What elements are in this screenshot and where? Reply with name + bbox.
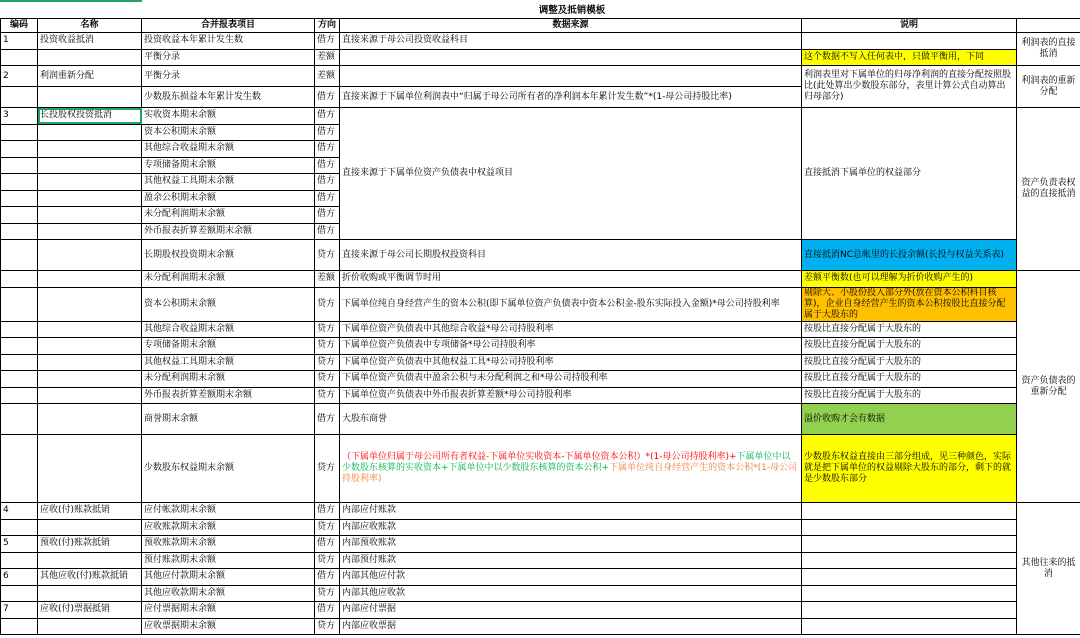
cell-note[interactable] bbox=[802, 33, 1017, 50]
cell-note[interactable]: 剔除大、小股份投入部分外(放在资本公积科目核算)，企业自身经营产生的资本公积按股比直接分配属于大股东的 bbox=[802, 287, 1017, 321]
header-direction[interactable]: 方向 bbox=[315, 19, 340, 33]
cell-source-equity[interactable]: 直接来源于下属单位资产负债表中权益项目 bbox=[340, 108, 802, 240]
cell-source[interactable]: 直接来源于母公司长期股权投资科目 bbox=[340, 240, 802, 271]
cell-name[interactable] bbox=[38, 240, 142, 271]
cell-source-minority[interactable] bbox=[340, 435, 802, 503]
cell-item[interactable]: 商誉期末余额 bbox=[142, 404, 315, 435]
cell-source[interactable]: 折价收购或平衡调节时用 bbox=[340, 271, 802, 288]
cell-source[interactable]: 直接来源于母公司投资收益科目 bbox=[340, 33, 802, 50]
cell-direction[interactable]: 借方 bbox=[315, 569, 340, 586]
cell-note[interactable]: 这个数据不写入任何表中，只做平衡用，下同 bbox=[802, 49, 1017, 66]
cell-name[interactable] bbox=[38, 223, 142, 240]
cell-direction[interactable]: 贷方 bbox=[315, 435, 340, 503]
table-row bbox=[1, 503, 1080, 520]
cell-direction[interactable]: 差额 bbox=[315, 49, 340, 66]
cell-name[interactable] bbox=[38, 338, 142, 355]
header-row bbox=[1, 19, 1080, 33]
table-row bbox=[1, 618, 1080, 635]
cell-explain-equity-offset[interactable]: 资产负责表权益的直接抵消 bbox=[1017, 108, 1080, 271]
cell-item[interactable]: 平衡分录 bbox=[142, 66, 315, 87]
sheet-title: 调整及抵销模板 bbox=[538, 5, 606, 16]
cell-direction[interactable]: 借方 bbox=[315, 190, 340, 207]
cell-direction[interactable]: 借方 bbox=[315, 503, 340, 520]
cell-code[interactable] bbox=[1, 287, 38, 321]
cell-name[interactable] bbox=[38, 371, 142, 388]
cell-direction[interactable]: 贷方 bbox=[315, 287, 340, 321]
cell-source[interactable]: 内部应收票据 bbox=[340, 618, 802, 635]
cell-code[interactable]: 3 bbox=[1, 108, 38, 125]
cell-name[interactable] bbox=[38, 157, 142, 174]
cell-code[interactable] bbox=[1, 338, 38, 355]
cell-name[interactable] bbox=[38, 404, 142, 435]
table-row bbox=[1, 585, 1080, 602]
header-extra[interactable] bbox=[1017, 19, 1080, 33]
cell-code[interactable] bbox=[1, 207, 38, 224]
cell-code[interactable] bbox=[1, 404, 38, 435]
cell-source[interactable]: 内部预收账款 bbox=[340, 536, 802, 553]
cell-source[interactable] bbox=[340, 66, 802, 87]
cell-name[interactable]: 其他应收(付)账款抵销 bbox=[38, 569, 142, 586]
table-row bbox=[1, 354, 1080, 371]
cell-source[interactable]: 下属单位资产负债表中盈余公积与未分配利润之和*母公司持股利率 bbox=[340, 371, 802, 388]
cell-item[interactable]: 平衡分录 bbox=[142, 49, 315, 66]
cell-name[interactable] bbox=[38, 87, 142, 108]
cell-item[interactable]: 外币报表折算差额期末余额 bbox=[142, 223, 315, 240]
cell-name[interactable] bbox=[38, 271, 142, 288]
table-row bbox=[1, 49, 1080, 66]
cell-item[interactable]: 专项储备期末余额 bbox=[142, 338, 315, 355]
cell-note[interactable]: 差额平衡数(也可以理解为折价收购产生的) bbox=[802, 271, 1017, 288]
table-row bbox=[1, 602, 1080, 619]
cell-note[interactable]: 直接抵消NC总帐里的长投余额(长投与权益关系表) bbox=[802, 240, 1017, 271]
cell-explain-equity-redistribution[interactable]: 资产负债表的重新分配 bbox=[1017, 271, 1080, 503]
cell-note[interactable]: 少数股东权益直接由三部分组成，见三种颜色，实际就是把下属单位的权益剔除大股东的部分，剩下的就是少数股东部分 bbox=[802, 435, 1017, 503]
cell-note[interactable] bbox=[802, 519, 1017, 536]
cell-note[interactable] bbox=[802, 618, 1017, 635]
cell-item[interactable]: 其他综合收益期末余额 bbox=[142, 141, 315, 158]
cell-code[interactable]: 6 bbox=[1, 569, 38, 586]
cell-direction[interactable]: 贷方 bbox=[315, 519, 340, 536]
cell-item[interactable]: 应收账款期末余额 bbox=[142, 519, 315, 536]
cell-direction[interactable]: 贷方 bbox=[315, 618, 340, 635]
cell-explain-profit-offset[interactable]: 利润表的直接抵消 bbox=[1017, 33, 1080, 66]
table-row bbox=[1, 371, 1080, 388]
cell-name-selected[interactable]: 长投股权投资抵消 bbox=[38, 108, 142, 125]
cell-code[interactable]: 7 bbox=[1, 602, 38, 619]
cell-direction[interactable]: 借方 bbox=[315, 536, 340, 553]
cell-item[interactable]: 未分配利润期末余额 bbox=[142, 371, 315, 388]
cell-direction[interactable]: 借方 bbox=[315, 108, 340, 125]
cell-code[interactable] bbox=[1, 124, 38, 141]
cell-name[interactable] bbox=[38, 321, 142, 338]
cell-note[interactable]: 按股比直接分配属于大股东的 bbox=[802, 321, 1017, 338]
cell-name[interactable] bbox=[38, 618, 142, 635]
cell-direction[interactable]: 借方 bbox=[315, 157, 340, 174]
cell-note[interactable] bbox=[802, 569, 1017, 586]
cell-name[interactable] bbox=[38, 585, 142, 602]
table-row bbox=[1, 404, 1080, 435]
cell-explain-profit-redistribution[interactable]: 利润表的重新分配 bbox=[1017, 66, 1080, 108]
cell-source[interactable] bbox=[340, 49, 802, 66]
cell-name[interactable] bbox=[38, 354, 142, 371]
table-row bbox=[1, 569, 1080, 586]
cell-item[interactable]: 实收资本期末余额 bbox=[142, 108, 315, 125]
cell-item[interactable]: 专项储备期末余额 bbox=[142, 157, 315, 174]
cell-direction[interactable]: 贷方 bbox=[315, 240, 340, 271]
cell-name[interactable] bbox=[38, 387, 142, 404]
table-row bbox=[1, 108, 1080, 125]
cell-note[interactable] bbox=[802, 602, 1017, 619]
table-row bbox=[1, 33, 1080, 50]
cell-note[interactable]: 按股比直接分配属于大股东的 bbox=[802, 387, 1017, 404]
cell-source[interactable]: 内部应付账款 bbox=[340, 503, 802, 520]
header-name[interactable]: 名称 bbox=[38, 19, 142, 33]
cell-item[interactable]: 投资收益本年累计发生数 bbox=[142, 33, 315, 50]
table-row bbox=[1, 536, 1080, 553]
cell-direction[interactable]: 贷方 bbox=[315, 552, 340, 569]
cell-direction[interactable]: 借方 bbox=[315, 33, 340, 50]
cell-item[interactable]: 其他应付款期末余额 bbox=[142, 569, 315, 586]
cell-name[interactable] bbox=[38, 141, 142, 158]
cell-code[interactable] bbox=[1, 519, 38, 536]
cell-name[interactable] bbox=[38, 435, 142, 503]
table-row bbox=[1, 519, 1080, 536]
cell-direction[interactable]: 差额 bbox=[315, 66, 340, 87]
cell-name[interactable] bbox=[38, 287, 142, 321]
cell-code[interactable] bbox=[1, 618, 38, 635]
minority-part-green: 下属单位中以少数股东核算的实收资本+下属单位中以少数股东核算的资本公积+ bbox=[342, 452, 791, 473]
cell-name[interactable] bbox=[38, 552, 142, 569]
cell-explain-other-offset[interactable]: 其他往来的抵消 bbox=[1017, 503, 1080, 635]
spreadsheet-table bbox=[0, 18, 1080, 635]
table-row bbox=[1, 321, 1080, 338]
cell-name[interactable] bbox=[38, 49, 142, 66]
cell-source[interactable]: 大股东商誉 bbox=[340, 404, 802, 435]
cell-source[interactable]: 内部其他应付款 bbox=[340, 569, 802, 586]
minority-part-red: （下属单位归属于母公司所有者权益-下属单位实收资本-下属单位资本公积）*(1-母公司持股利率)+ bbox=[342, 452, 737, 462]
cell-direction[interactable]: 贷方 bbox=[315, 387, 340, 404]
table-row bbox=[1, 287, 1080, 321]
cell-note[interactable] bbox=[802, 552, 1017, 569]
cell-item[interactable]: 其他权益工具期末余额 bbox=[142, 354, 315, 371]
cell-note[interactable]: 利润表里对下属单位的归母净利润的直接分配按照股比(此处算出少数股东部分，表里计算公式自动算出归母部分) bbox=[802, 66, 1017, 108]
cell-note[interactable] bbox=[802, 536, 1017, 553]
cell-item[interactable]: 资本公积期末余额 bbox=[142, 124, 315, 141]
header-code[interactable]: 编码 bbox=[1, 19, 38, 33]
cell-item[interactable]: 预付账款期末余额 bbox=[142, 552, 315, 569]
cell-note[interactable]: 按股比直接分配属于大股东的 bbox=[802, 371, 1017, 388]
cell-name[interactable]: 预收(付)账款抵销 bbox=[38, 536, 142, 553]
cell-source[interactable]: 下属单位资产负债表中外币报表折算差额*母公司持股利率 bbox=[340, 387, 802, 404]
cell-code[interactable]: 4 bbox=[1, 503, 38, 520]
cell-code[interactable]: 1 bbox=[1, 33, 38, 50]
cell-direction[interactable]: 借方 bbox=[315, 174, 340, 191]
cell-source[interactable]: 内部其他应收款 bbox=[340, 585, 802, 602]
cell-direction[interactable]: 借方 bbox=[315, 87, 340, 108]
cell-source[interactable]: 下属单位资产负债表中专项储备*母公司持股利率 bbox=[340, 338, 802, 355]
minority-part-orange: 下属单位纯自身经营产生的资本公积*(1-母公司持股利率) bbox=[342, 463, 798, 484]
cell-note[interactable]: 溢价收购才会有数据 bbox=[802, 404, 1017, 435]
cell-code[interactable] bbox=[1, 141, 38, 158]
table-row bbox=[1, 66, 1080, 87]
cell-name[interactable]: 应收(付)账款抵销 bbox=[38, 503, 142, 520]
cell-source[interactable]: 内部应收账款 bbox=[340, 519, 802, 536]
cell-code[interactable]: 2 bbox=[1, 66, 38, 87]
cell-name[interactable] bbox=[38, 124, 142, 141]
header-note[interactable]: 说明 bbox=[802, 19, 1017, 33]
cell-direction[interactable]: 借方 bbox=[315, 124, 340, 141]
cell-direction[interactable]: 贷方 bbox=[315, 585, 340, 602]
cell-name[interactable] bbox=[38, 519, 142, 536]
table-row bbox=[1, 240, 1080, 271]
cell-direction[interactable]: 借方 bbox=[315, 602, 340, 619]
cell-note[interactable] bbox=[802, 585, 1017, 602]
cell-note-equity[interactable]: 直接抵消下属单位的权益部分 bbox=[802, 108, 1017, 240]
cell-direction[interactable]: 借方 bbox=[315, 223, 340, 240]
cell-source[interactable]: 下属单位资产负债表中其他综合收益*母公司持股利率 bbox=[340, 321, 802, 338]
cell-direction[interactable]: 借方 bbox=[315, 404, 340, 435]
cell-code[interactable] bbox=[1, 87, 38, 108]
cell-item[interactable]: 资本公积期末余额 bbox=[142, 287, 315, 321]
cell-direction[interactable]: 借方 bbox=[315, 207, 340, 224]
cell-direction[interactable]: 借方 bbox=[315, 141, 340, 158]
cell-name[interactable]: 应收(付)票据抵销 bbox=[38, 602, 142, 619]
cell-direction[interactable]: 贷方 bbox=[315, 321, 340, 338]
header-item[interactable]: 合并报表项目 bbox=[142, 19, 315, 33]
cell-code[interactable] bbox=[1, 321, 38, 338]
cell-direction[interactable]: 贷方 bbox=[315, 371, 340, 388]
cell-item[interactable]: 应收票据期末余额 bbox=[142, 618, 315, 635]
cell-code[interactable] bbox=[1, 49, 38, 66]
cell-code[interactable] bbox=[1, 354, 38, 371]
cell-code[interactable] bbox=[1, 271, 38, 288]
cell-name[interactable] bbox=[38, 174, 142, 191]
cell-code[interactable] bbox=[1, 552, 38, 569]
cell-note[interactable]: 按股比直接分配属于大股东的 bbox=[802, 338, 1017, 355]
cell-code[interactable] bbox=[1, 157, 38, 174]
cell-note[interactable]: 按股比直接分配属于大股东的 bbox=[802, 354, 1017, 371]
table-row bbox=[1, 435, 1080, 503]
cell-name[interactable]: 投资收益抵消 bbox=[38, 33, 142, 50]
cell-source[interactable]: 下属单位纯自身经营产生的资本公积(即下属单位资产负债表中资本公积金-股东实际投入金额)*母公司持股利率 bbox=[340, 287, 802, 321]
table-row bbox=[1, 552, 1080, 569]
cell-item[interactable]: 未分配利润期末余额 bbox=[142, 271, 315, 288]
cell-code[interactable] bbox=[1, 240, 38, 271]
cell-name[interactable]: 利润重新分配 bbox=[38, 66, 142, 87]
cell-code[interactable] bbox=[1, 190, 38, 207]
cell-name[interactable] bbox=[38, 207, 142, 224]
cell-item[interactable]: 外币报表折算差额期末余额 bbox=[142, 387, 315, 404]
cell-code[interactable] bbox=[1, 174, 38, 191]
cell-item[interactable]: 其他权益工具期末余额 bbox=[142, 174, 315, 191]
cell-source[interactable]: 内部应付票据 bbox=[340, 602, 802, 619]
cell-item[interactable]: 预收账款期末余额 bbox=[142, 536, 315, 553]
table-row bbox=[1, 387, 1080, 404]
cell-source[interactable]: 直接来源于下属单位利润表中“归属于母公司所有者的净利润本年累计发生数”*(1-母公司持股比率) bbox=[340, 87, 802, 108]
cell-item[interactable]: 盈余公积期末余额 bbox=[142, 190, 315, 207]
cell-item[interactable]: 长期股权投资期末余额 bbox=[142, 240, 315, 271]
cell-name[interactable] bbox=[38, 190, 142, 207]
cell-item[interactable]: 应付票据期末余额 bbox=[142, 602, 315, 619]
cell-item[interactable]: 少数股东权益期末余额 bbox=[142, 435, 315, 503]
cell-item[interactable]: 少数股东损益本年累计发生数 bbox=[142, 87, 315, 108]
cell-code[interactable]: 5 bbox=[1, 536, 38, 553]
cell-direction[interactable]: 贷方 bbox=[315, 338, 340, 355]
cell-code[interactable] bbox=[1, 585, 38, 602]
header-source[interactable]: 数据来源 bbox=[340, 19, 802, 33]
cell-note[interactable] bbox=[802, 503, 1017, 520]
cell-code[interactable] bbox=[1, 223, 38, 240]
table-row bbox=[1, 338, 1080, 355]
cell-item[interactable]: 未分配利润期末余额 bbox=[142, 207, 315, 224]
cell-direction[interactable]: 差额 bbox=[315, 271, 340, 288]
cell-source[interactable]: 下属单位资产负债表中其他权益工具*母公司持股利率 bbox=[340, 354, 802, 371]
cell-code[interactable] bbox=[1, 371, 38, 388]
cell-direction[interactable]: 贷方 bbox=[315, 354, 340, 371]
cell-code[interactable] bbox=[1, 387, 38, 404]
selected-column-indicator bbox=[0, 0, 142, 2]
cell-item[interactable]: 其他综合收益期末余额 bbox=[142, 321, 315, 338]
cell-source[interactable]: 内部预付账款 bbox=[340, 552, 802, 569]
cell-item[interactable]: 其他应收款期末余额 bbox=[142, 585, 315, 602]
cell-code[interactable] bbox=[1, 435, 38, 503]
table-row bbox=[1, 271, 1080, 288]
cell-item[interactable]: 应付帐款期末余额 bbox=[142, 503, 315, 520]
